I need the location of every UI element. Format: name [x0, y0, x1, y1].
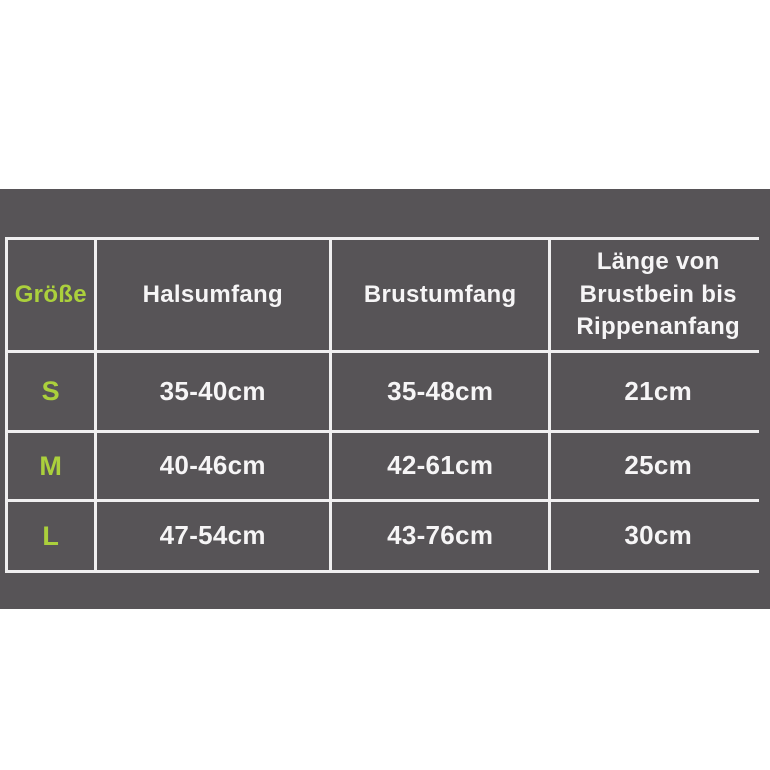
row-s-size: S — [8, 353, 94, 430]
row-l-size: L — [8, 502, 94, 570]
row-s-halsumfang: 35-40cm — [97, 353, 329, 430]
row-s-brustumfang: 35-48cm — [332, 353, 549, 430]
row-l-brustumfang: 43-76cm — [332, 502, 549, 570]
size-chart-band — [0, 189, 770, 609]
header-halsumfang: Halsumfang — [97, 240, 329, 350]
row-s-laenge: 21cm — [551, 353, 765, 430]
row-m-size: M — [8, 433, 94, 499]
row-l-laenge: 30cm — [551, 502, 765, 570]
header-laenge: Länge von Brustbein bis Rippenanfang — [551, 240, 765, 350]
size-table — [5, 237, 759, 573]
row-l-halsumfang: 47-54cm — [97, 502, 329, 570]
row-m-halsumfang: 40-46cm — [97, 433, 329, 499]
row-m-brustumfang: 42-61cm — [332, 433, 549, 499]
header-groesse: Größe — [8, 240, 94, 350]
row-m-laenge: 25cm — [551, 433, 765, 499]
header-brustumfang: Brustumfang — [332, 240, 549, 350]
